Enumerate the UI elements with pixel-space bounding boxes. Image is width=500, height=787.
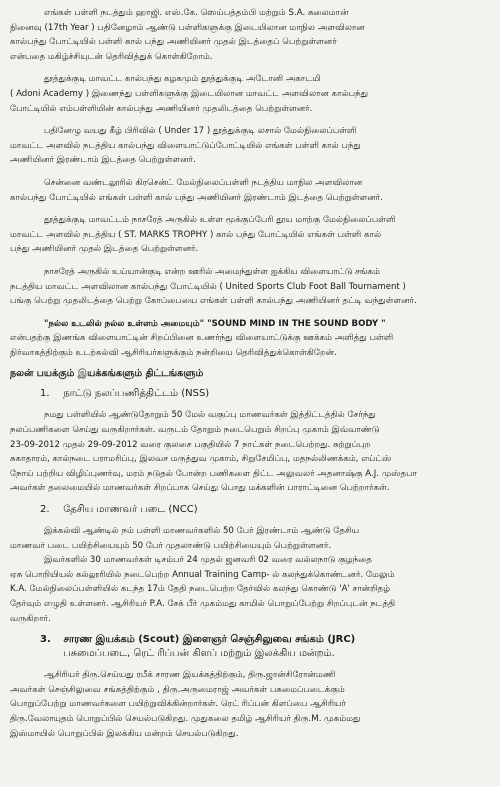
text-line: அவர்கள் தலைமையில் மாணவர்கள் சிறப்பாக செய்து பொது மக்களின் பாராட்டினை பெற்றார்கள். [10,483,390,494]
text-line: எங்கள் பள்ளி நடத்தும் ஹாஜி. எஸ்.கே. ஸெய்பத்தம்பி மற்றும் S.A. சுலைமான் [44,8,349,18]
text-line: என்பதை மகிழ்ச்சியுடன் தெரிவித்துக் கொள்கிறோம். [10,51,213,62]
text-line: பங்கு பெற்று முதலிடத்தை பெற்று கோப்பையை எங்கள் பள்ளி கால்பந்து அணியினர் தட்டி வந்துள்ளனர். [10,296,417,307]
paragraph-sound-mind [10,317,490,361]
text-line: போட்டியில் எம்பள்ளியின் கால்பந்து அணியினர் முதலிடத்தை பெற்றுள்ளனர். [10,103,313,114]
text-line: நாசரேத் அருகில் உய்யான்குடி என்ற ஊரில் அமைந்துள்ள ஐக்கிய விளையாட்டு சங்கம் [44,266,380,277]
paragraph-st-marks [10,213,490,257]
text-line: தேர்வும் எழுதி உள்ளனர். ஆசிரியர் P.A. சேக் பீர் முகம்மது காமில் பொறுப்பேற்று சிறப்புடன் நடத்தி [10,599,396,609]
paragraph-football-state [10,6,490,64]
nss-heading [40,388,490,400]
text-line: சுகாதாரம், கால்நடை பராமரிப்பு, இலவச மருத்துவ முகாம், சிறுசேமிப்பு, மதநல்லிணக்கம், எய்ட்ஸ் [10,454,392,465]
section-title: நாட்டு நலப்பணித்திட்டம் (NSS) [63,388,210,400]
text-line: நடத்திய மாவட்ட அளவிலான கால்பந்து போட்டியில் ( United Sports Club Foot Ball Tournament ) [10,281,406,292]
section-subtitle: பசுமைப்படை, ரெட் ரிப்பன் கிளப் மற்றும் இலக்கிய மன்றம். [63,648,335,660]
scout-heading [40,634,490,646]
text-line: அவர்கள் செஞ்சிலுவை சங்கத்திற்கும் , திரு.அருமைராஜ் அவர்கள் பசுமைப்படைக்கும் [10,684,345,695]
paragraph-united-sports [10,265,490,309]
ncc-heading [40,504,490,516]
text-line: மாவட்ட அளவில் நடத்திய ( ST. MARKS TROPHY ) கால் பந்து போட்டியில் எங்கள் பள்ளி கால் [10,229,382,240]
text-line: பந்து அணியினர் முதல் இடத்தை பெற்றுள்ளனர். [10,244,199,255]
section-number: 2. [40,504,50,516]
text-line: அணியினர் இரண்டாம் இடத்தை பெற்றுள்ளனர். [10,155,196,166]
text-line: தூத்துக்குடி மாவட்ட கால்பந்து கழகமும் தூத்துக்குடி அடோனி அகாடமி [44,74,321,85]
scout-subheading [40,648,490,660]
paragraph-adoni-academy [10,72,490,116]
paragraph-scout [10,668,490,741]
text-line: பதினேழு வயது கீழ் பிரிவில் ( Under 17 ) தூத்துக்குடி லசால் மேல்நிலைப்பள்ளி [44,126,357,137]
text-line: கால்பந்து போட்டியில் பள்ளி கால் பந்து அணியினர் முதல் இடத்தைப் பெற்றுள்ளனர் [10,37,337,48]
text-line: நமது பள்ளியில் ஆண்டுதோறும் 50 மேல் வகுப்பு மாணவர்கள் இத்திட்டத்தில் சேர்ந்து [44,410,376,421]
text-line: இவர்களில் 30 மாணவர்கள் டிசம்பர் 24 முதல் ஜனவரி 02 வரை வல்லநாடு குழந்தை [44,555,372,566]
text-line: கால்பந்து போட்டியில் எங்கள் பள்ளி கால் பந்து அணியினர் இரண்டாம் இடத்தை பெற்றுள்ளனர். [10,192,383,203]
text-line: நலப்பணிகளை செய்து வருகிறார்கள். வருடம் தோறும் நடைபெறும் சிறப்பு முகாம் இவ்வாண்டு [10,425,380,436]
text-line: வருகிறார். [10,613,51,624]
text-line: 23-09-2012 முதல் 29-09-2012 வரை குலசை பகுதியில் 7 நாட்கள் நடைபெற்றது. சுற்றுப்புற [10,439,371,450]
section-title: சாரண இயக்கம் (Scout) இளைஞர் செஞ்சிலுவை சங்கம் (JRC) [63,634,356,646]
text-line: ஆசிரியர் திரு.செய்யது ரபீக் சாரண இயக்கத்திற்கும், திரு.ஜான்சிரோன்மணி [44,670,336,681]
section-number: 3. [40,634,51,646]
section-title: தேசிய மாணவர் படை (NCC) [63,504,198,516]
text-line: திரு.வேலாயுதம் பொறுப்பில் செயல்படுகிறது. முதுகலை தமிழ் ஆசிரியர் திரு.M. முகம்மது [10,713,361,724]
section-heading: நலன் பயக்கும் இயக்கங்களும் திட்டங்களும் [10,368,204,380]
text-line: சென்னை வண்டலூரில் கிரசென்ட் மேல்நிலைப்பள்ளி நடத்திய மாநில அளவிலான [44,177,363,188]
text-line: தூத்துக்குடி மாவட்டம் நாசரேத் அருகில் உள்ள மூக்குப்பேரி தூய மாற்கு மேல்நிலைப்பள்ளி [44,215,396,226]
text-line: இஸ்மாயில் பொறுப்பில் இலக்கிய மன்றம் செயல்படுகிறது. [10,728,239,739]
paragraph-nss [10,408,490,496]
text-line: மாணவர் படை பயிற்சியையும் 50 பேர் முதலாண்டு பயிற்சியையும் பெற்றுள்ளனர். [10,540,332,551]
section-number: 1. [40,388,50,400]
text-line: நினைவு (17th Year ) பதினேழாம் ஆண்டு பள்ளிகளுக்கு இடையிலான மாநில அளவிலான [10,22,365,33]
text-line: என்பதற்கு இணங்க விளையாட்டின் சிறப்பினை உணர்ந்து விளையாட்டுக்கு ஊக்கம் அளித்து பள்ளி [10,333,394,344]
text-line: இக்கல்வி ஆண்டில் நம் பள்ளி மாணவர்களில் 50 பேர் இரண்டாம் ஆண்டு தேசிய [44,526,360,537]
text-line: மாவட்ட அளவில் நடத்திய கால்பந்து விளையாட்டுப்போட்டியில் எங்கள் பள்ளி கால் பந்து [10,140,361,151]
quote-line: "நல்ல உடலில் நல்ல உள்ளம் அமையும்" "SOUND MIND IN THE SOUND BODY " [44,318,386,329]
paragraph-under-17 [10,124,490,168]
text-line: K.A. மேல்நிலைப்பள்ளியில் கடந்த 17ம் தேதி நடைபெற்ற தேர்வில் கலந்து கொண்டு 'A' சான்றிதழ் [10,584,391,595]
text-line: பொறுப்பேற்று மாணவர்களை பயிற்றுவிக்கின்றார்கள். ரெட் ரிப்பன் கிளப்பை ஆசிரியர் [10,699,346,710]
paragraph-ncc [10,524,490,626]
text-line: நோய் பற்றிய விழிப்புணர்வு, மரம் நடுதல் போன்ற பணிகளை திட்ட அலுவலர் அதனாஷ்கு A.J. முஸ்தபா [10,468,417,479]
text-line: நிர்வாகத்திற்கும் உடற்கல்வி ஆசிரியர்களுக்கும் நன்றியை தெரிவித்துக்கொள்கிறேன். [10,347,337,358]
paragraph-chennai [10,176,490,205]
text-line: ஏசு பொறியியல் கல்லூரியில் நடைபெற்ற Annual Training Camp- ல் கலந்துக்கொண்டனர். மேலும் [10,569,395,580]
text-line: ( Adoni Academy ) இணைந்து பள்ளிகளுக்கு இடையிலான மாவட்ட அளவிலான கால்பந்து [10,88,369,99]
